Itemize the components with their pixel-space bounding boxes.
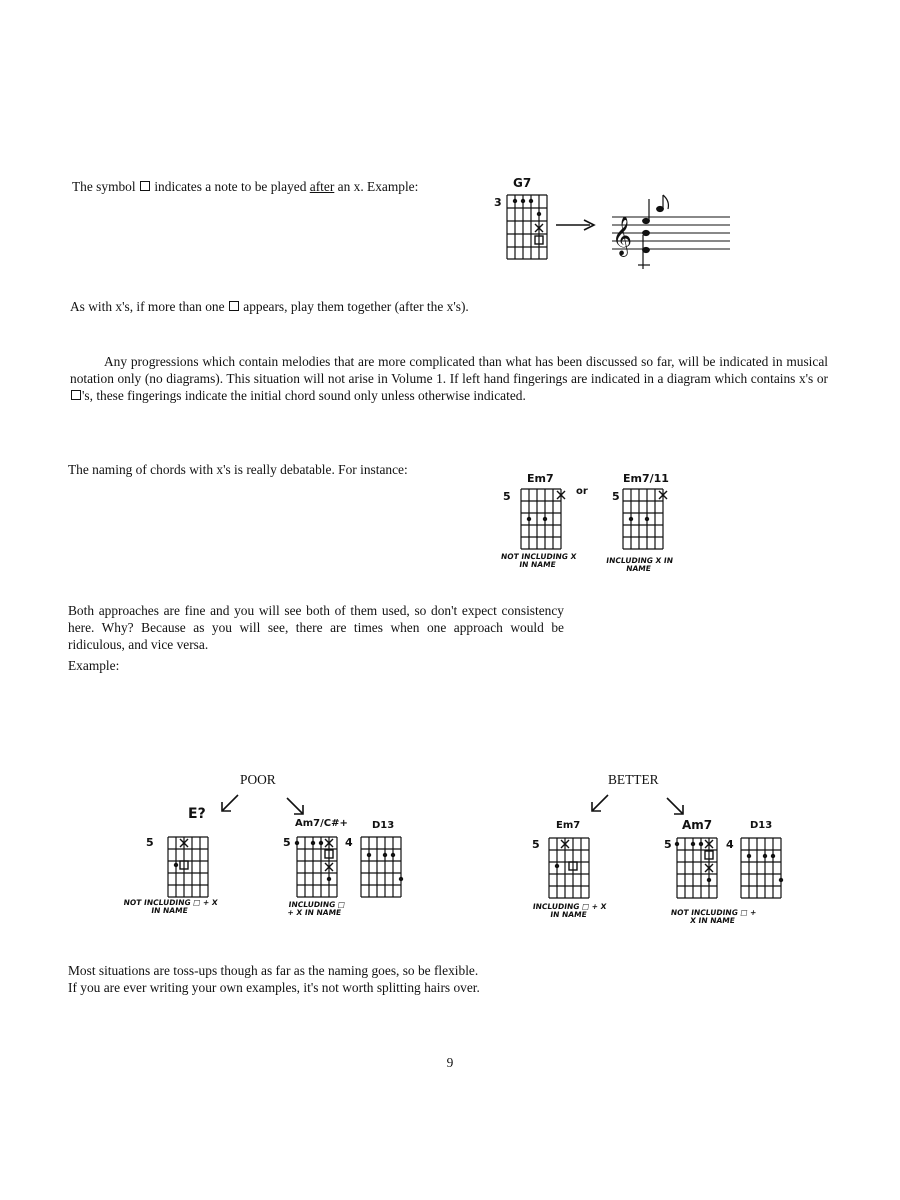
- progressions-paragraph: [70, 353, 828, 404]
- better-am7-chord-name: Am7: [682, 818, 713, 832]
- text-fragment: As with x's, if more than one: [70, 299, 225, 314]
- square-symbol-icon: [229, 301, 239, 311]
- better-chord2-diagram: [675, 836, 719, 900]
- example-label: Example:: [68, 658, 120, 673]
- poor-chord1-diagram: [166, 835, 210, 899]
- em7-11-chord-name: Em7/11: [623, 472, 669, 485]
- better-label: BETTER: [608, 772, 659, 787]
- poor-chord2-note: INCLUDING □ + X IN NAME: [286, 900, 346, 917]
- better-d13-diagram: [739, 836, 783, 900]
- am7-c-sharp-chord-name: Am7/C#+: [295, 818, 348, 829]
- em7-fret-number: 5: [503, 490, 511, 503]
- em7-chord-diagram: [519, 487, 563, 551]
- page-number: 9: [446, 1055, 454, 1070]
- right-arrow-icon: [556, 218, 596, 232]
- g7-fret-number: 3: [494, 196, 502, 209]
- text-fragment: an x. Example:: [337, 179, 419, 194]
- better-d13-chord-name: D13: [750, 820, 773, 831]
- em7-chord-name: Em7: [527, 472, 554, 485]
- text-fragment: indicates a note to be played: [154, 179, 307, 194]
- poor-label: POOR: [240, 772, 276, 787]
- poor-chord1-note: NOT INCLUDING □ + X IN NAME: [123, 898, 219, 915]
- better-chord2-note: NOT INCLUDING □ + X IN NAME: [670, 908, 758, 925]
- better-chord1-note: INCLUDING □ + X IN NAME: [532, 902, 608, 919]
- e-question-chord-name: E?: [188, 806, 206, 822]
- arrow-down-right-icon: [285, 796, 307, 818]
- naming-chords-text: The naming of chords with x's is really debatable. For instance:: [68, 462, 408, 477]
- square-symbol-icon: [140, 181, 150, 191]
- better-chord1-fret: 5: [532, 838, 540, 851]
- text-fragment: appears, play them together (after the x's).: [243, 299, 469, 314]
- poor-d13-chord-name: D13: [372, 820, 395, 831]
- symbol-intro-text: [72, 178, 418, 195]
- better-chord1-diagram: [547, 836, 591, 900]
- g7-chord-diagram: [505, 193, 549, 261]
- square-symbol-icon: [71, 390, 81, 400]
- poor-chord2-fret2: 4: [345, 836, 353, 849]
- text-fragment: Any progressions which contain melodies that are more complicated than what has been discussed so far, will be indicated in musical notation only (no diagrams). This situation will not arise in Volume 1. If left hand fingerings are indicated in a diagram which contains x's or: [70, 354, 828, 386]
- poor-d13-diagram: [359, 835, 403, 899]
- splitting-hairs-line: If you are ever writing your own examples, it's not worth splitting hairs over.: [68, 980, 480, 995]
- svg-text:𝄞: 𝄞: [612, 216, 633, 256]
- multiple-squares-text: [70, 298, 469, 315]
- both-approaches-paragraph: Both approaches are fine and you will see both of them used, so don't expect consistency here. Why? Because as you will see, there are times when one approach would be ridiculous, and vice versa.: [68, 603, 564, 652]
- arrow-down-right-icon: [665, 796, 687, 818]
- arrow-down-left-icon: [218, 793, 240, 815]
- music-staff-notation: [610, 195, 732, 275]
- better-chord2-fret: 5: [664, 838, 672, 851]
- g7-chord-name: G7: [513, 176, 532, 190]
- toss-ups-line: Most situations are toss-ups though as far as the naming goes, so be flexible.: [68, 963, 479, 978]
- poor-chord2-fret: 5: [283, 836, 291, 849]
- em7-11-chord-diagram: [621, 487, 665, 551]
- better-em7-chord-name: Em7: [556, 820, 581, 831]
- poor-chord1-fret: 5: [146, 836, 154, 849]
- arrow-down-left-icon: [588, 793, 610, 815]
- text-fragment: 's, these fingerings indicate the initial chord sound only unless otherwise indicated.: [82, 388, 526, 403]
- em7-11-handwritten-note: INCLUDING X IN NAME: [605, 556, 674, 573]
- or-word: or: [576, 486, 588, 497]
- better-chord2-fret2: 4: [726, 838, 734, 851]
- text-fragment: The symbol: [72, 179, 136, 194]
- em7-handwritten-note: NOT INCLUDING X IN NAME: [500, 552, 577, 569]
- poor-chord2-diagram: [295, 835, 339, 899]
- em7-11-fret-number: 5: [612, 490, 620, 503]
- underlined-word: after: [309, 179, 335, 194]
